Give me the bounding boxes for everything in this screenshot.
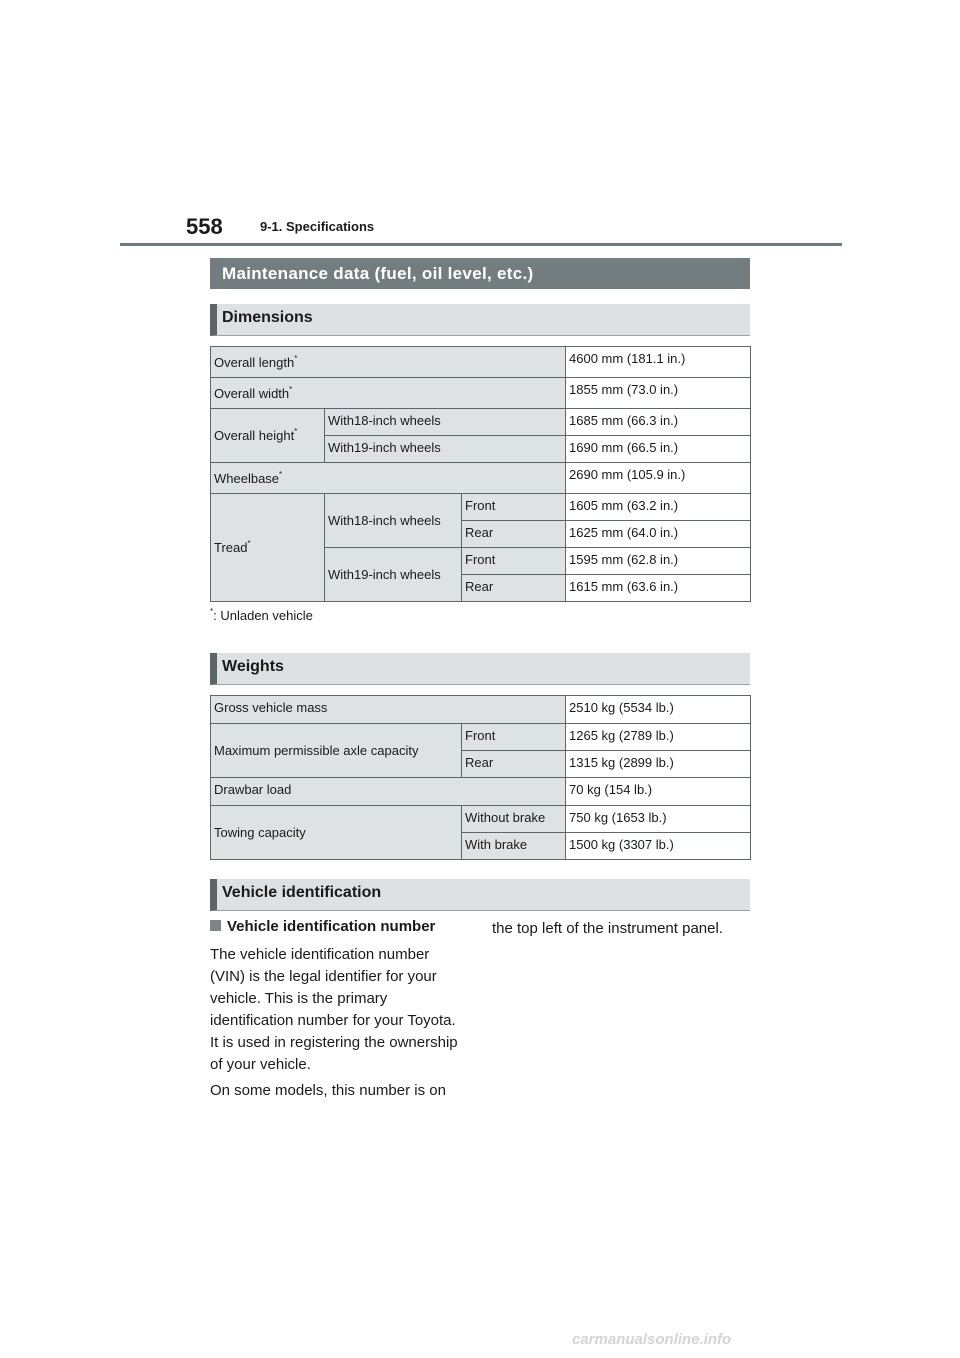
towing-with-brake-label: With brake <box>462 833 566 860</box>
drawbar-load-label: Drawbar load <box>211 778 566 806</box>
tread-18-label: With18-inch wheels <box>325 494 462 548</box>
axle-front-value: 1265 kg (2789 lb.) <box>566 724 751 751</box>
height-18-label: With18-inch wheels <box>325 409 566 436</box>
towing-with-brake-value: 1500 kg (3307 lb.) <box>566 833 751 860</box>
drawbar-load-value: 70 kg (154 lb.) <box>566 778 751 806</box>
table-row <box>211 409 751 436</box>
vin-text-column-left <box>210 944 465 1106</box>
tread-19-rear-label: Rear <box>462 575 566 602</box>
table-row <box>211 806 751 833</box>
axle-rear-value: 1315 kg (2899 lb.) <box>566 751 751 778</box>
gross-mass-value: 2510 kg (5534 lb.) <box>566 696 751 724</box>
tread-18-rear-label: Rear <box>462 521 566 548</box>
axle-front-label: Front <box>462 724 566 751</box>
vehicle-identification-heading: Vehicle identification <box>210 879 750 911</box>
towing-capacity-label: Towing capacity <box>211 806 462 860</box>
tread-18-front-value: 1605 mm (63.2 in.) <box>566 494 751 521</box>
dimensions-footnote: *: Unladen vehicle <box>210 607 313 623</box>
wheelbase-label: Wheelbase* <box>211 463 566 494</box>
vin-paragraph-1: The vehicle identification number (VIN) is the legal identifier for your vehicle. This is the primary identification number for your Toyota. It is used in registering the ownership of your vehicle. <box>210 946 458 1073</box>
table-row <box>211 778 751 806</box>
tread-19-label: With19-inch wheels <box>325 548 462 602</box>
tread-18-rear-value: 1625 mm (64.0 in.) <box>566 521 751 548</box>
header-divider <box>120 243 842 246</box>
table-row <box>211 378 751 409</box>
dimensions-heading: Dimensions <box>210 304 750 336</box>
height-19-value: 1690 mm (66.5 in.) <box>566 436 751 463</box>
overall-width-value: 1855 mm (73.0 in.) <box>566 378 751 409</box>
vin-paragraph-2-start: On some models, this number is on <box>210 1082 446 1099</box>
tread-19-rear-value: 1615 mm (63.6 in.) <box>566 575 751 602</box>
overall-length-label: Overall length* <box>211 347 566 378</box>
bullet-square-icon <box>210 920 221 931</box>
wheelbase-value: 2690 mm (105.9 in.) <box>566 463 751 494</box>
table-row <box>211 696 751 724</box>
overall-length-value: 4600 mm (181.1 in.) <box>566 347 751 378</box>
height-19-label: With19-inch wheels <box>325 436 566 463</box>
gross-mass-label: Gross vehicle mass <box>211 696 566 724</box>
overall-height-label: Overall height* <box>211 409 325 463</box>
table-row <box>211 724 751 751</box>
main-section-title: Maintenance data (fuel, oil level, etc.) <box>210 258 750 289</box>
towing-without-brake-value: 750 kg (1653 lb.) <box>566 806 751 833</box>
table-row <box>211 347 751 378</box>
table-row <box>211 494 751 521</box>
overall-width-label: Overall width* <box>211 378 566 409</box>
weights-heading: Weights <box>210 653 750 685</box>
watermark: carmanualsonline.info <box>572 1331 732 1348</box>
tread-18-front-label: Front <box>462 494 566 521</box>
section-reference: 9-1. Specifications <box>260 219 375 234</box>
tread-19-front-value: 1595 mm (62.8 in.) <box>566 548 751 575</box>
vin-subheading: Vehicle identification number <box>210 918 435 935</box>
height-18-value: 1685 mm (66.3 in.) <box>566 409 751 436</box>
axle-capacity-label: Maximum permissible axle capacity <box>211 724 462 778</box>
axle-rear-label: Rear <box>462 751 566 778</box>
tread-label: Tread* <box>211 494 325 602</box>
weights-table <box>210 695 751 860</box>
towing-without-brake-label: Without brake <box>462 806 566 833</box>
dimensions-table <box>210 346 751 602</box>
page-number: 558 <box>186 214 223 239</box>
table-row <box>211 463 751 494</box>
vin-text-column-right: the top left of the instrument panel. <box>492 920 723 937</box>
tread-19-front-label: Front <box>462 548 566 575</box>
